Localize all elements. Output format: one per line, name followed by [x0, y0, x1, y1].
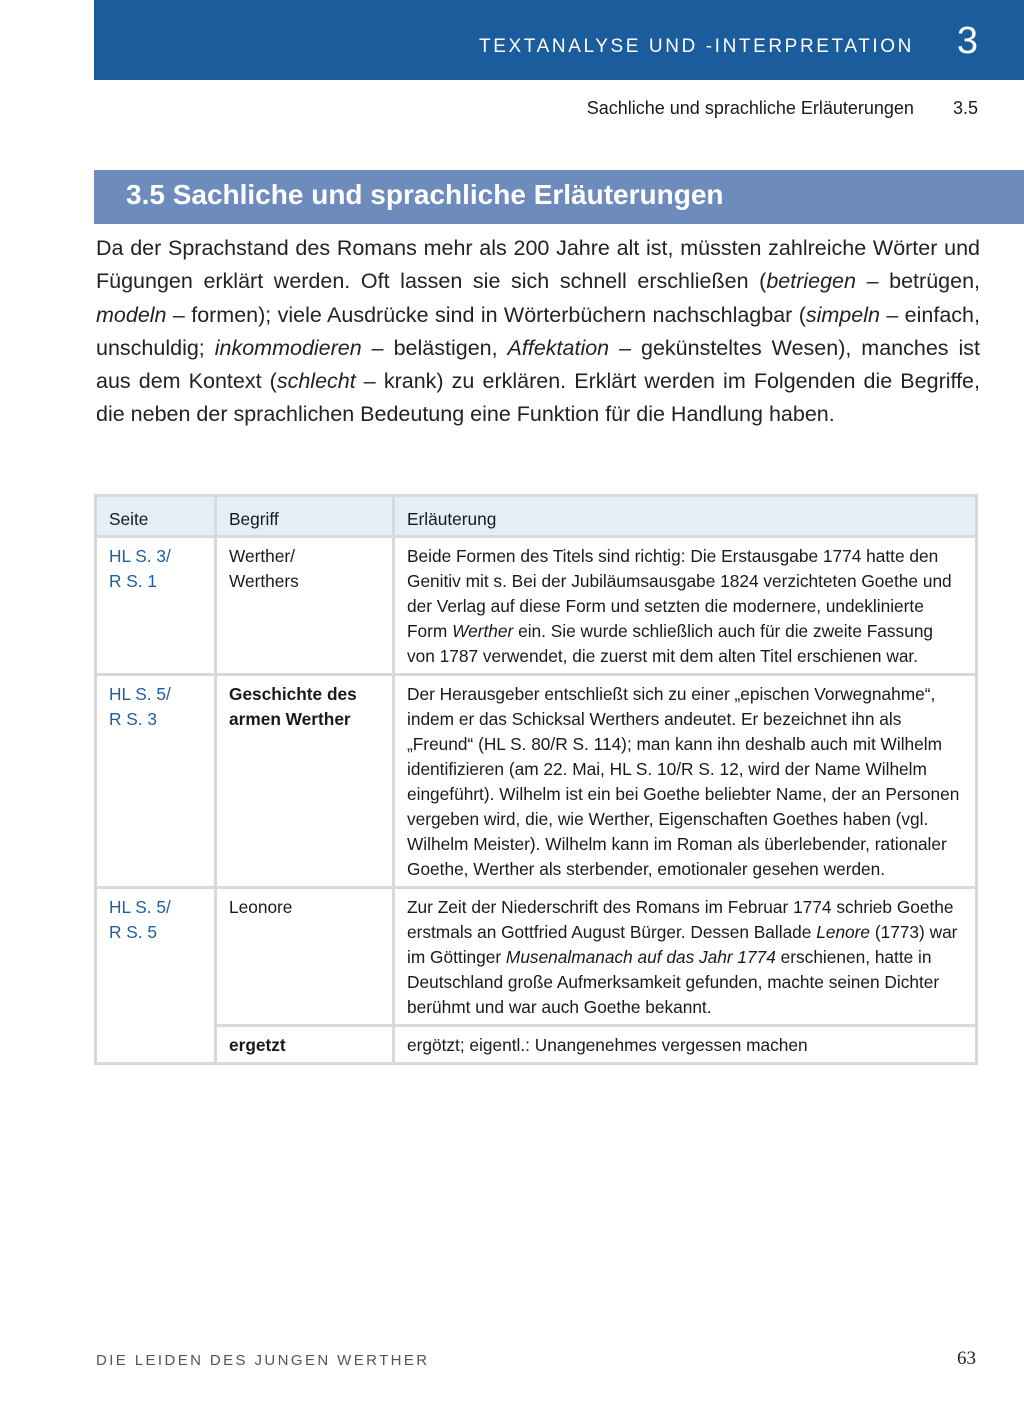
- explanation-italic: Lenore: [816, 922, 871, 942]
- term-cell: ergetzt: [216, 1026, 394, 1064]
- chapter-header-band: [94, 0, 1024, 80]
- page-ref-line: HL S. 3/: [109, 546, 171, 566]
- section-heading: 3.5 Sachliche und sprachliche Erläuterungen: [126, 179, 724, 210]
- explanation-text: Zur Zeit der Niederschrift des Romans im Februar 1774 schrieb Goethe erstmals an Gottfried August Bürger. Dessen Ballade: [407, 897, 954, 942]
- intro-text: – belästigen,: [361, 335, 508, 360]
- term-line: armen Werther: [229, 709, 351, 729]
- page-ref-line: HL S. 5/: [109, 897, 171, 917]
- term-cell: Leonore: [216, 888, 394, 1026]
- term-cell: [216, 537, 394, 675]
- chapter-number: 3: [956, 20, 978, 62]
- table-row: [96, 1026, 977, 1064]
- page-ref-line: R S. 3: [109, 709, 158, 729]
- explanation-text: ein. Sie wurde schließlich auch für die zweite Fassung von 1787 verwendet, die zuerst mit dem alten Titel erschienen war.: [407, 621, 934, 666]
- table-row: [96, 888, 977, 1026]
- column-header-term: Begriff: [216, 496, 394, 537]
- page-ref-line: R S. 5: [109, 922, 158, 942]
- explanation-text: Beide Formen des Titels sind richtig: Die Erstausgabe 1774 hatte den Genitiv mit s. Bei der Jubiläumsausgabe 1824 verzichteten Goethe und der Verlag auf diese Form und setzten die modernere, undeklinierte Form: [407, 546, 952, 641]
- page-reference: [96, 675, 216, 888]
- table-row: [96, 675, 977, 888]
- intro-text: – einfach, unschuldig;: [96, 302, 980, 360]
- example-word: Affektation: [507, 335, 610, 360]
- example-word: modeln: [96, 302, 167, 327]
- explanation-italic: Werther: [452, 621, 514, 641]
- page-number: 63: [957, 1348, 976, 1369]
- term-line: Werther/: [229, 546, 295, 566]
- running-section-number: 3.5: [952, 98, 978, 118]
- term-line: Werthers: [229, 571, 299, 591]
- explanation-cell: [394, 537, 977, 675]
- table-row: [96, 537, 977, 675]
- explanation-text: (1773) war im Göttinger: [407, 922, 958, 967]
- example-word: simpeln: [805, 302, 880, 327]
- table-header-row: [96, 496, 977, 537]
- intro-paragraph: [96, 232, 980, 432]
- intro-text: – gekünsteltes Wesen), manches ist aus dem Kontext (: [96, 335, 980, 394]
- glossary-table: [94, 494, 978, 1065]
- column-header-explanation: Erläuterung: [394, 496, 977, 537]
- explanation-italic: Musenalmanach auf das Jahr 1774: [505, 947, 776, 967]
- page-ref-line: HL S. 5/: [109, 684, 171, 704]
- explanation-cell: ergötzt; eigentl.: Unangenehmes vergessen machen: [394, 1026, 977, 1064]
- example-word: inkommodieren: [214, 335, 362, 360]
- page-ref-line: R S. 1: [109, 571, 158, 591]
- running-section-title: Sachliche und sprachliche Erläuterungen: [586, 98, 914, 118]
- term-line: Geschichte des: [229, 684, 357, 704]
- running-header: [587, 98, 978, 119]
- intro-text: Da der Sprachstand des Romans mehr als 200 Jahre alt ist, müssten zahlreiche Wörter und Fügungen erklärt werden. Oft lassen sie sich schnell erschließen (: [96, 236, 980, 294]
- footer-book-title: DIE LEIDEN DES JUNGEN WERTHER: [96, 1352, 430, 1369]
- intro-text: – krank) zu erklären. Erklärt werden im Folgenden die Begriffe, die neben der sprachlichen Bedeutung eine Funktion für die Handlung haben.: [96, 369, 980, 427]
- chapter-title: TEXTANALYSE UND -INTERPRETATION: [479, 36, 914, 57]
- page-reference: [96, 888, 216, 1064]
- explanation-cell: Der Herausgeber entschließt sich zu einer „epischen Vorwegnahme“, indem er das Schicksal Werthers andeutet. Er bezeichnet ihn als „Freund“ (HL S. 80/R S. 114); man kann ihn deshalb auch mit Wilhelm identifizieren (am 22. Mai, HL S. 10/R S. 12, wird der Name Wilhelm eingeführt). Wilhelm ist ein bei Goethe beliebter Name, der an Personen vergeben wird, die, wie Werther, Eigenschaften Goethes haben (vgl. Wilhelm Meister). Wilhelm kann im Roman als überlebender, rationaler Goethe, Werther als sterbender, emotionaler gesehen werden.: [394, 675, 977, 888]
- intro-text: – formen); viele Ausdrücke sind in Wörterbüchern nachschlagbar (: [166, 302, 806, 327]
- column-header-page: Seite: [96, 496, 216, 537]
- intro-text: – betrügen,: [855, 269, 980, 294]
- page-reference: [96, 537, 216, 675]
- example-word: betriegen: [766, 269, 856, 294]
- example-word: schlecht: [276, 369, 356, 394]
- section-heading-bar: [94, 170, 1024, 224]
- explanation-text: erschienen, hatte in Deutschland große Aufmerksamkeit gefunden, machte seinen Dichter berühmt und war auch Goethe bekannt.: [407, 947, 940, 1017]
- explanation-cell: [394, 888, 977, 1026]
- term-cell: [216, 675, 394, 888]
